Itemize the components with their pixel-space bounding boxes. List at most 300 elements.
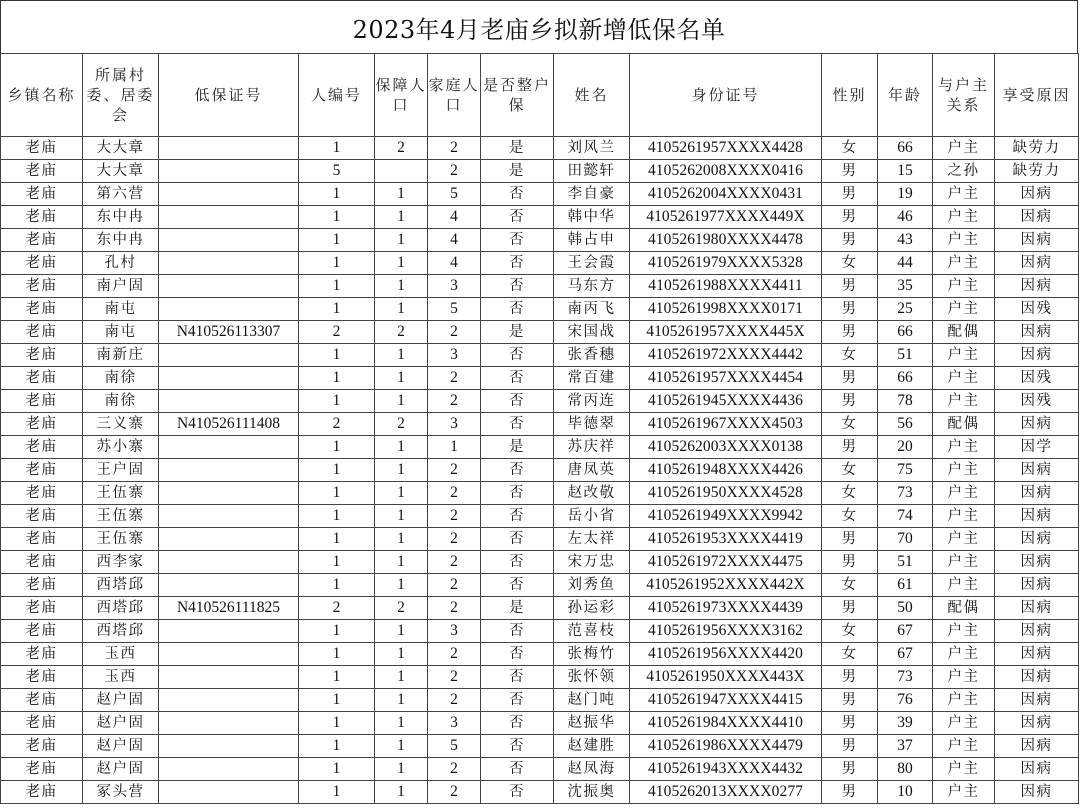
cell-township: 老庙 — [1, 413, 83, 436]
cell-covered-persons: 1 — [375, 344, 428, 367]
cell-id-number: 4105262004XXXX0431 — [630, 183, 822, 206]
cell-household-size: 5 — [428, 183, 481, 206]
column-header-name: 姓名 — [554, 54, 630, 137]
cell-person-number: 1 — [299, 735, 375, 758]
cell-age: 51 — [878, 551, 933, 574]
cell-certificate-number — [159, 689, 299, 712]
cell-covered-persons: 1 — [375, 620, 428, 643]
cell-relation-to-head: 配偶 — [933, 597, 995, 620]
cell-household-size: 4 — [428, 206, 481, 229]
cell-gender: 女 — [822, 505, 878, 528]
roster-table — [0, 53, 1079, 804]
cell-whole-household: 否 — [481, 183, 554, 206]
cell-township: 老庙 — [1, 643, 83, 666]
cell-certificate-number — [159, 528, 299, 551]
cell-person-number: 2 — [299, 321, 375, 344]
cell-household-size: 2 — [428, 137, 481, 160]
cell-certificate-number — [159, 482, 299, 505]
cell-certificate-number — [159, 781, 299, 804]
cell-household-size: 2 — [428, 758, 481, 781]
cell-person-number: 1 — [299, 574, 375, 597]
cell-reason: 因病 — [995, 275, 1079, 298]
cell-person-number: 1 — [299, 620, 375, 643]
cell-whole-household: 否 — [481, 390, 554, 413]
cell-gender: 女 — [822, 137, 878, 160]
cell-age: 35 — [878, 275, 933, 298]
cell-name: 赵建胜 — [554, 735, 630, 758]
cell-age: 15 — [878, 160, 933, 183]
cell-whole-household: 否 — [481, 206, 554, 229]
cell-reason: 因病 — [995, 574, 1079, 597]
cell-township: 老庙 — [1, 459, 83, 482]
cell-name: 田懿轩 — [554, 160, 630, 183]
cell-whole-household: 否 — [481, 643, 554, 666]
cell-certificate-number — [159, 551, 299, 574]
cell-name: 刘秀鱼 — [554, 574, 630, 597]
cell-person-number: 1 — [299, 298, 375, 321]
cell-gender: 男 — [822, 597, 878, 620]
cell-whole-household: 是 — [481, 597, 554, 620]
cell-name: 张怀领 — [554, 666, 630, 689]
cell-relation-to-head: 配偶 — [933, 321, 995, 344]
cell-gender: 女 — [822, 344, 878, 367]
cell-household-size: 2 — [428, 459, 481, 482]
table-row — [1, 620, 1079, 643]
cell-township: 老庙 — [1, 505, 83, 528]
cell-household-size: 3 — [428, 275, 481, 298]
cell-certificate-number — [159, 298, 299, 321]
table-row — [1, 436, 1079, 459]
cell-village: 南徐 — [83, 367, 159, 390]
cell-village: 三义寨 — [83, 413, 159, 436]
column-header-household-size: 家庭人口 — [428, 54, 481, 137]
cell-id-number: 4105261980XXXX4478 — [630, 229, 822, 252]
cell-reason: 因病 — [995, 459, 1079, 482]
cell-gender: 女 — [822, 620, 878, 643]
cell-household-size: 2 — [428, 160, 481, 183]
cell-relation-to-head: 户主 — [933, 252, 995, 275]
cell-covered-persons: 1 — [375, 505, 428, 528]
cell-reason: 因病 — [995, 252, 1079, 275]
cell-covered-persons: 2 — [375, 137, 428, 160]
cell-whole-household: 否 — [481, 712, 554, 735]
cell-relation-to-head: 户主 — [933, 298, 995, 321]
cell-reason: 因病 — [995, 666, 1079, 689]
cell-household-size: 2 — [428, 321, 481, 344]
cell-person-number: 2 — [299, 597, 375, 620]
cell-household-size: 2 — [428, 689, 481, 712]
cell-covered-persons: 1 — [375, 643, 428, 666]
cell-reason: 因病 — [995, 528, 1079, 551]
cell-household-size: 2 — [428, 574, 481, 597]
cell-person-number: 1 — [299, 206, 375, 229]
cell-id-number: 4105261957XXXX4428 — [630, 137, 822, 160]
cell-age: 67 — [878, 620, 933, 643]
table-row — [1, 298, 1079, 321]
table-row — [1, 505, 1079, 528]
cell-household-size: 3 — [428, 620, 481, 643]
cell-covered-persons: 1 — [375, 436, 428, 459]
cell-township: 老庙 — [1, 252, 83, 275]
cell-id-number: 4105261948XXXX4426 — [630, 459, 822, 482]
cell-name: 李自豪 — [554, 183, 630, 206]
cell-household-size: 3 — [428, 344, 481, 367]
cell-household-size: 2 — [428, 390, 481, 413]
cell-township: 老庙 — [1, 206, 83, 229]
cell-name: 常丙连 — [554, 390, 630, 413]
cell-village: 孔村 — [83, 252, 159, 275]
cell-certificate-number — [159, 229, 299, 252]
cell-village: 王户固 — [83, 459, 159, 482]
cell-household-size: 2 — [428, 505, 481, 528]
cell-id-number: 4105261973XXXX4439 — [630, 597, 822, 620]
cell-reason: 因病 — [995, 758, 1079, 781]
cell-age: 25 — [878, 298, 933, 321]
cell-reason: 因残 — [995, 298, 1079, 321]
cell-name: 赵门吨 — [554, 689, 630, 712]
cell-name: 范喜枝 — [554, 620, 630, 643]
cell-township: 老庙 — [1, 160, 83, 183]
cell-name: 张香穗 — [554, 344, 630, 367]
column-header-certificate-number: 低保证号 — [159, 54, 299, 137]
cell-name: 左太祥 — [554, 528, 630, 551]
cell-name: 宋万忠 — [554, 551, 630, 574]
cell-age: 43 — [878, 229, 933, 252]
cell-village: 南屯 — [83, 321, 159, 344]
cell-whole-household: 是 — [481, 436, 554, 459]
column-header-covered-persons: 保障人口 — [375, 54, 428, 137]
column-header-age: 年龄 — [878, 54, 933, 137]
cell-covered-persons: 1 — [375, 367, 428, 390]
cell-age: 39 — [878, 712, 933, 735]
cell-person-number: 1 — [299, 505, 375, 528]
cell-relation-to-head: 户主 — [933, 735, 995, 758]
cell-certificate-number — [159, 344, 299, 367]
cell-covered-persons: 1 — [375, 574, 428, 597]
cell-certificate-number — [159, 252, 299, 275]
cell-relation-to-head: 户主 — [933, 482, 995, 505]
cell-age: 50 — [878, 597, 933, 620]
cell-whole-household: 否 — [481, 735, 554, 758]
cell-id-number: 4105261972XXXX4442 — [630, 344, 822, 367]
cell-village: 赵户固 — [83, 735, 159, 758]
table-body — [1, 137, 1079, 804]
cell-covered-persons: 2 — [375, 597, 428, 620]
cell-village: 冢头营 — [83, 781, 159, 804]
cell-certificate-number — [159, 183, 299, 206]
cell-name: 赵改敬 — [554, 482, 630, 505]
cell-whole-household: 否 — [481, 413, 554, 436]
cell-person-number: 1 — [299, 137, 375, 160]
cell-township: 老庙 — [1, 551, 83, 574]
cell-village: 南户固 — [83, 275, 159, 298]
cell-covered-persons: 1 — [375, 275, 428, 298]
cell-gender: 男 — [822, 367, 878, 390]
cell-reason: 因病 — [995, 505, 1079, 528]
cell-reason: 因病 — [995, 206, 1079, 229]
cell-household-size: 2 — [428, 367, 481, 390]
cell-relation-to-head: 户主 — [933, 505, 995, 528]
cell-person-number: 1 — [299, 436, 375, 459]
cell-reason: 因学 — [995, 436, 1079, 459]
cell-person-number: 1 — [299, 689, 375, 712]
cell-person-number: 1 — [299, 229, 375, 252]
cell-covered-persons: 1 — [375, 482, 428, 505]
cell-reason: 因病 — [995, 735, 1079, 758]
cell-reason: 因病 — [995, 620, 1079, 643]
cell-reason: 因病 — [995, 781, 1079, 804]
table-row — [1, 252, 1079, 275]
cell-gender: 女 — [822, 459, 878, 482]
column-header-person-number: 人编号 — [299, 54, 375, 137]
cell-relation-to-head: 户主 — [933, 275, 995, 298]
cell-name: 岳小省 — [554, 505, 630, 528]
cell-reason: 因病 — [995, 597, 1079, 620]
cell-township: 老庙 — [1, 597, 83, 620]
cell-gender: 男 — [822, 298, 878, 321]
cell-gender: 男 — [822, 528, 878, 551]
cell-covered-persons: 1 — [375, 551, 428, 574]
cell-person-number: 5 — [299, 160, 375, 183]
cell-township: 老庙 — [1, 758, 83, 781]
cell-id-number: 4105261956XXXX3162 — [630, 620, 822, 643]
cell-certificate-number — [159, 735, 299, 758]
cell-id-number: 4105261945XXXX4436 — [630, 390, 822, 413]
cell-id-number: 4105261950XXXX4528 — [630, 482, 822, 505]
cell-covered-persons: 1 — [375, 528, 428, 551]
cell-name: 赵凤海 — [554, 758, 630, 781]
cell-name: 赵振华 — [554, 712, 630, 735]
cell-township: 老庙 — [1, 298, 83, 321]
cell-name: 刘风兰 — [554, 137, 630, 160]
cell-age: 75 — [878, 459, 933, 482]
cell-certificate-number: N410526111408 — [159, 413, 299, 436]
cell-age: 70 — [878, 528, 933, 551]
cell-certificate-number — [159, 758, 299, 781]
cell-gender: 男 — [822, 436, 878, 459]
cell-certificate-number — [159, 206, 299, 229]
cell-age: 51 — [878, 344, 933, 367]
cell-age: 44 — [878, 252, 933, 275]
cell-name: 苏庆祥 — [554, 436, 630, 459]
cell-name: 马东方 — [554, 275, 630, 298]
cell-name: 韩占申 — [554, 229, 630, 252]
cell-covered-persons: 1 — [375, 183, 428, 206]
cell-relation-to-head: 户主 — [933, 620, 995, 643]
cell-reason: 因病 — [995, 482, 1079, 505]
table-row — [1, 597, 1079, 620]
table-row — [1, 160, 1079, 183]
cell-relation-to-head: 户主 — [933, 367, 995, 390]
table-row — [1, 574, 1079, 597]
cell-relation-to-head: 户主 — [933, 206, 995, 229]
cell-id-number: 4105261953XXXX4419 — [630, 528, 822, 551]
cell-relation-to-head: 户主 — [933, 551, 995, 574]
cell-township: 老庙 — [1, 367, 83, 390]
cell-village: 西李家 — [83, 551, 159, 574]
cell-gender: 男 — [822, 735, 878, 758]
cell-whole-household: 否 — [481, 229, 554, 252]
cell-township: 老庙 — [1, 528, 83, 551]
cell-person-number: 1 — [299, 367, 375, 390]
cell-age: 74 — [878, 505, 933, 528]
page-title: 2023年4月老庙乡拟新增低保名单 — [0, 0, 1078, 53]
table-row — [1, 666, 1079, 689]
cell-age: 67 — [878, 643, 933, 666]
cell-id-number: 4105261957XXXX445X — [630, 321, 822, 344]
cell-household-size: 3 — [428, 413, 481, 436]
cell-reason: 因残 — [995, 390, 1079, 413]
cell-reason: 因病 — [995, 229, 1079, 252]
table-row — [1, 528, 1079, 551]
cell-covered-persons: 1 — [375, 390, 428, 413]
cell-township: 老庙 — [1, 620, 83, 643]
cell-household-size: 2 — [428, 528, 481, 551]
column-header-township: 乡镇名称 — [1, 54, 83, 137]
cell-person-number: 1 — [299, 528, 375, 551]
cell-covered-persons: 1 — [375, 252, 428, 275]
cell-whole-household: 否 — [481, 551, 554, 574]
cell-age: 46 — [878, 206, 933, 229]
cell-village: 西塔邱 — [83, 574, 159, 597]
column-header-whole-household: 是否整户保 — [481, 54, 554, 137]
cell-id-number: 4105261986XXXX4479 — [630, 735, 822, 758]
cell-township: 老庙 — [1, 712, 83, 735]
table-row — [1, 344, 1079, 367]
cell-person-number: 1 — [299, 781, 375, 804]
cell-relation-to-head: 户主 — [933, 137, 995, 160]
cell-name: 常百建 — [554, 367, 630, 390]
cell-township: 老庙 — [1, 275, 83, 298]
cell-person-number: 1 — [299, 344, 375, 367]
cell-gender: 男 — [822, 781, 878, 804]
cell-id-number: 4105261949XXXX9942 — [630, 505, 822, 528]
cell-name: 唐凤英 — [554, 459, 630, 482]
cell-certificate-number — [159, 390, 299, 413]
cell-age: 76 — [878, 689, 933, 712]
cell-gender: 男 — [822, 390, 878, 413]
cell-whole-household: 否 — [481, 689, 554, 712]
cell-age: 66 — [878, 321, 933, 344]
cell-certificate-number — [159, 275, 299, 298]
cell-covered-persons: 1 — [375, 712, 428, 735]
cell-relation-to-head: 户主 — [933, 229, 995, 252]
table-row — [1, 183, 1079, 206]
cell-township: 老庙 — [1, 482, 83, 505]
cell-township: 老庙 — [1, 689, 83, 712]
cell-certificate-number — [159, 137, 299, 160]
cell-person-number: 1 — [299, 551, 375, 574]
cell-village: 南屯 — [83, 298, 159, 321]
cell-id-number: 4105261967XXXX4503 — [630, 413, 822, 436]
cell-name: 孙运彩 — [554, 597, 630, 620]
cell-name: 宋国战 — [554, 321, 630, 344]
cell-reason: 因病 — [995, 712, 1079, 735]
cell-household-size: 4 — [428, 252, 481, 275]
cell-relation-to-head: 之孙 — [933, 160, 995, 183]
cell-relation-to-head: 户主 — [933, 689, 995, 712]
cell-id-number: 4105262013XXXX0277 — [630, 781, 822, 804]
table-row — [1, 367, 1079, 390]
cell-gender: 男 — [822, 183, 878, 206]
cell-reason: 缺劳力 — [995, 137, 1079, 160]
cell-id-number: 4105261956XXXX4420 — [630, 643, 822, 666]
column-header-village: 所属村委、居委会 — [83, 54, 159, 137]
cell-person-number: 1 — [299, 183, 375, 206]
cell-covered-persons: 1 — [375, 206, 428, 229]
table-row — [1, 758, 1079, 781]
cell-household-size: 4 — [428, 229, 481, 252]
cell-gender: 女 — [822, 574, 878, 597]
cell-township: 老庙 — [1, 344, 83, 367]
cell-whole-household: 否 — [481, 666, 554, 689]
cell-person-number: 1 — [299, 712, 375, 735]
table-row — [1, 390, 1079, 413]
cell-gender: 男 — [822, 160, 878, 183]
cell-gender: 男 — [822, 689, 878, 712]
header-row — [1, 54, 1079, 137]
cell-age: 56 — [878, 413, 933, 436]
cell-id-number: 4105262008XXXX0416 — [630, 160, 822, 183]
cell-age: 37 — [878, 735, 933, 758]
cell-covered-persons: 1 — [375, 758, 428, 781]
cell-township: 老庙 — [1, 390, 83, 413]
cell-township: 老庙 — [1, 781, 83, 804]
cell-gender: 女 — [822, 482, 878, 505]
cell-household-size: 2 — [428, 597, 481, 620]
cell-village: 东中冉 — [83, 229, 159, 252]
table-row — [1, 459, 1079, 482]
cell-whole-household: 否 — [481, 505, 554, 528]
table-row — [1, 229, 1079, 252]
cell-age: 73 — [878, 482, 933, 505]
cell-township: 老庙 — [1, 436, 83, 459]
cell-person-number: 1 — [299, 758, 375, 781]
cell-whole-household: 否 — [481, 344, 554, 367]
cell-age: 66 — [878, 367, 933, 390]
cell-whole-household: 否 — [481, 758, 554, 781]
cell-certificate-number — [159, 620, 299, 643]
cell-whole-household: 否 — [481, 275, 554, 298]
cell-reason: 因病 — [995, 183, 1079, 206]
cell-relation-to-head: 户主 — [933, 666, 995, 689]
cell-relation-to-head: 户主 — [933, 344, 995, 367]
cell-whole-household: 否 — [481, 459, 554, 482]
cell-id-number: 4105261947XXXX4415 — [630, 689, 822, 712]
cell-gender: 女 — [822, 643, 878, 666]
cell-reason: 因病 — [995, 413, 1079, 436]
cell-village: 东中冉 — [83, 206, 159, 229]
cell-person-number: 2 — [299, 413, 375, 436]
cell-id-number: 4105261977XXXX449X — [630, 206, 822, 229]
cell-relation-to-head: 户主 — [933, 758, 995, 781]
cell-reason: 因病 — [995, 643, 1079, 666]
cell-id-number: 4105261957XXXX4454 — [630, 367, 822, 390]
cell-household-size: 2 — [428, 482, 481, 505]
cell-relation-to-head: 户主 — [933, 528, 995, 551]
cell-id-number: 4105261979XXXX5328 — [630, 252, 822, 275]
cell-person-number: 1 — [299, 482, 375, 505]
cell-gender: 男 — [822, 712, 878, 735]
cell-certificate-number — [159, 666, 299, 689]
cell-village: 赵户固 — [83, 758, 159, 781]
table-row — [1, 321, 1079, 344]
column-header-relation-to-head: 与户主关系 — [933, 54, 995, 137]
table-row — [1, 689, 1079, 712]
cell-covered-persons: 1 — [375, 781, 428, 804]
cell-covered-persons: 1 — [375, 689, 428, 712]
cell-village: 大大章 — [83, 137, 159, 160]
